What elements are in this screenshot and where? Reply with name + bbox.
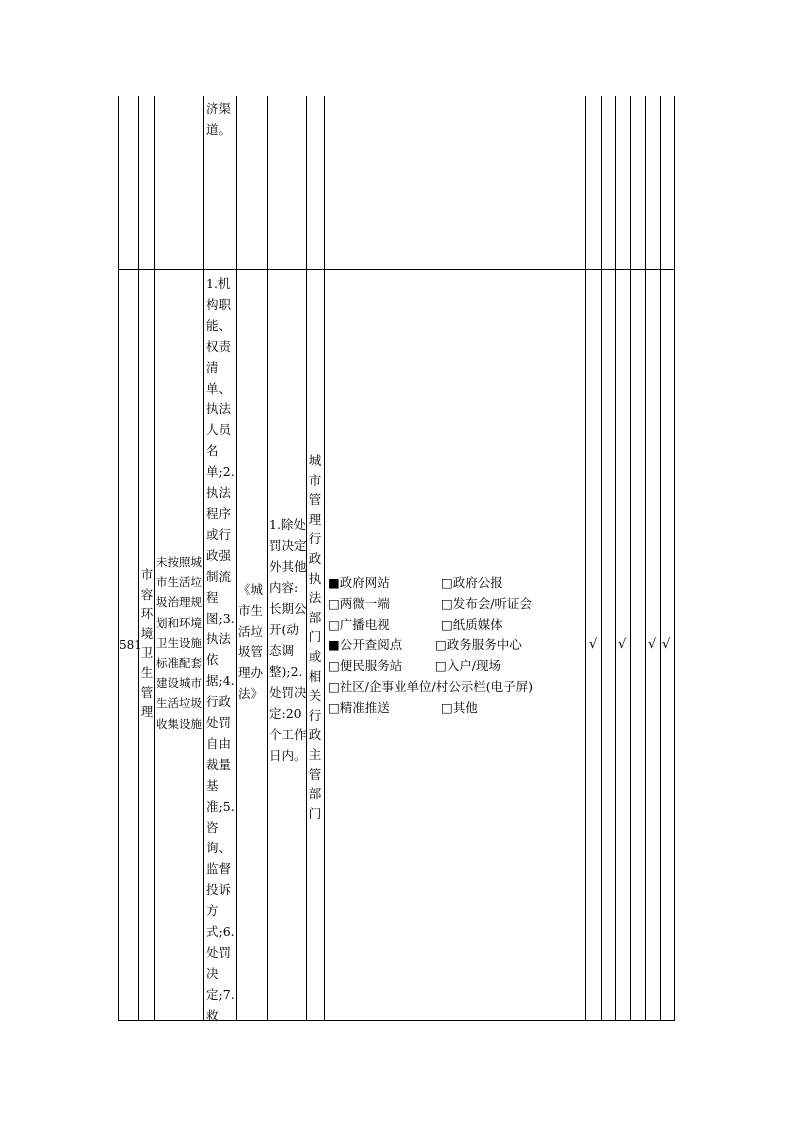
channel-option: □其他 bbox=[441, 699, 478, 715]
table-border-line bbox=[630, 96, 631, 1021]
table-border-line bbox=[267, 96, 268, 1021]
channel-row bbox=[328, 698, 584, 719]
channel-option: □社区/企事业单位/村公示栏(电子屏) bbox=[328, 678, 533, 694]
table-border-line bbox=[236, 96, 237, 1021]
channel-option: □纸质媒体 bbox=[441, 616, 503, 632]
row-number: 581 bbox=[119, 638, 142, 652]
top-row-content-text: 济渠道。 bbox=[206, 101, 232, 137]
category-cell: 市容环境卫生管理 bbox=[140, 567, 154, 720]
table-border-line bbox=[645, 96, 646, 1021]
channel-option: ■政府网站 bbox=[328, 575, 390, 590]
channel-option: □发布会/听证会 bbox=[441, 595, 533, 611]
subject-cell: 城市管理行政执法部门或相关行政主管部门 bbox=[308, 453, 322, 821]
item-cell: 未按照城市生活垃圾治理规划和环境卫生设施标准配套建设城市生活垃圾收集设施 bbox=[156, 555, 202, 731]
table-border-line bbox=[615, 96, 616, 1021]
table-border-line bbox=[324, 96, 325, 1021]
table-border-line bbox=[118, 96, 119, 1021]
basis-cell: 《城市生活垃圾管理办法》 bbox=[238, 582, 264, 701]
channel-option: □入户/现场 bbox=[435, 658, 502, 674]
channel-row bbox=[328, 677, 584, 698]
table-border-line bbox=[138, 96, 139, 1021]
table-border-line bbox=[674, 96, 675, 1021]
table-border-line bbox=[660, 96, 661, 1021]
channel-option: ■公开查阅点 bbox=[328, 637, 403, 653]
table-border-line bbox=[601, 96, 602, 1021]
table-border-line bbox=[203, 96, 204, 1021]
timeline-cell: 1.除处罚决定外其他内容:长期公开(动态调整);2.处罚决定:20个工作日内。 bbox=[269, 517, 307, 763]
channel-options bbox=[328, 573, 584, 719]
channel-row bbox=[328, 615, 584, 636]
channel-option: □精准推送 bbox=[328, 699, 390, 715]
channel-row bbox=[328, 635, 584, 656]
row-divider bbox=[118, 269, 675, 270]
channel-row bbox=[328, 656, 584, 677]
channel-option: □政务服务中心 bbox=[435, 637, 522, 653]
channel-option: □政府公报 bbox=[441, 575, 503, 590]
table-border-line bbox=[585, 96, 586, 1021]
check-mark: √ bbox=[618, 637, 627, 652]
row-divider bbox=[118, 1020, 675, 1021]
channel-row bbox=[328, 573, 584, 594]
channel-row bbox=[328, 594, 584, 615]
table-border-line bbox=[154, 96, 155, 1021]
check-mark: √ bbox=[648, 637, 657, 652]
check-mark: √ bbox=[589, 637, 598, 652]
channel-option: □便民服务站 bbox=[328, 658, 403, 674]
channel-option: □两微一端 bbox=[328, 595, 390, 611]
channel-option: □广播电视 bbox=[328, 616, 390, 632]
check-mark: √ bbox=[662, 637, 671, 652]
content-cell: 1.机构职能、权责清单、执法人员名单;2.执法程序或行政强制流程图;3.执法依据;4.行政处罚自由裁量基准;5.咨询、监督投诉方式;6.处罚决定;7.救 bbox=[206, 276, 235, 1023]
